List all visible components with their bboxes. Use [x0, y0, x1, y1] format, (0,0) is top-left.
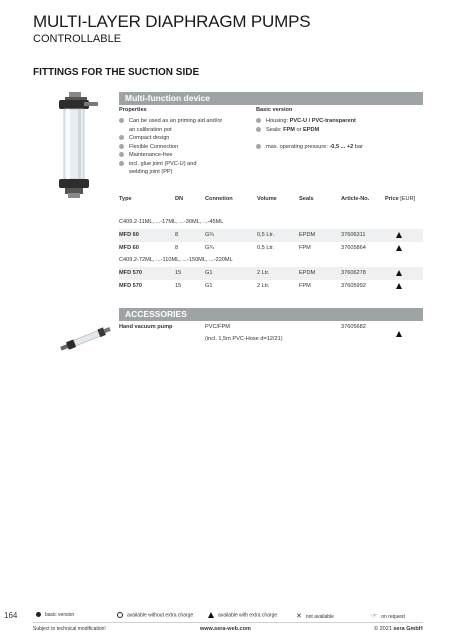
- group-label: C409.2-72ML, ...-110ML, ...-150ML, ...-220ML: [119, 257, 233, 263]
- bullet-icon: [119, 144, 124, 149]
- col-type: Type: [119, 196, 132, 202]
- table-row: MFD 570 15 G1 2 Ltr. FPM 37605992: [119, 280, 423, 293]
- accessory-article: 37605682: [341, 324, 366, 330]
- bullet-icon: [256, 118, 261, 123]
- property-item: Flexible Connection: [119, 143, 254, 152]
- table-row: MFD 570 15 G1 2 Ltr. EPDM 37606278: [119, 267, 423, 280]
- legend-basic-version: basic version: [36, 612, 74, 618]
- triangle-icon: [396, 331, 402, 337]
- properties-list: [119, 117, 254, 177]
- basic-version-heading: Basic version: [256, 107, 293, 113]
- multifunction-device-header: Multi-function device: [119, 92, 423, 105]
- col-seals: Seals: [299, 196, 314, 202]
- accessory-note: (incl. 1,5m PVC-Hose d=12/21): [205, 336, 283, 342]
- triangle-icon: [396, 283, 402, 289]
- copyright: © 2021 sera GmbH: [374, 626, 423, 632]
- hand-pointer-icon: ☞: [371, 613, 378, 620]
- table-row: MFD 60 8 G¾ 0,5 Ltr. FPM 37605864: [119, 242, 423, 255]
- legend-not-available: ✕ not available: [296, 613, 334, 620]
- multifunction-device-image: [54, 92, 104, 202]
- accessories-header: ACCESSORIES: [119, 308, 423, 321]
- page-title: MULTI-LAYER DIAPHRAGM PUMPS: [33, 12, 311, 31]
- triangle-icon: [396, 245, 402, 251]
- bullet-icon: [119, 135, 124, 140]
- table-header: [119, 193, 423, 206]
- triangle-icon: [208, 612, 214, 618]
- col-article: Article-No.: [341, 196, 370, 202]
- property-item: Can be used as an priming aid and/or: [119, 117, 254, 126]
- col-dn: DN: [175, 196, 184, 202]
- table-row: MFD 60 8 G¾ 0,5 Ltr. EPDM 37606311: [119, 229, 423, 242]
- property-item: an calibration pot: [129, 126, 172, 133]
- section-title: FITTINGS FOR THE SUCTION SIDE: [33, 67, 200, 78]
- website-link[interactable]: www.sera-web.com: [200, 626, 251, 632]
- accessory-name: Hand vacuum pump: [119, 324, 173, 330]
- col-connection: Connetion: [205, 196, 233, 202]
- page-subtitle: CONTROLLABLE: [33, 33, 122, 45]
- cross-icon: ✕: [296, 613, 302, 620]
- seals-spec: Seals: FPM or EPDM: [256, 126, 319, 135]
- half-circle-icon: [117, 612, 123, 618]
- legend-extra-charge: available with extra charge: [208, 612, 277, 618]
- pressure-spec: max. operating pressure: -0,5 ... +2 bar: [256, 143, 363, 152]
- bullet-icon: [256, 144, 261, 149]
- triangle-icon: [396, 232, 402, 238]
- property-item: incl. glue joint (PVC-U) and: [119, 160, 254, 169]
- legend-no-charge: available without extra charge: [117, 612, 193, 618]
- bullet-icon: [256, 127, 261, 132]
- col-price: Price [EUR]: [385, 196, 416, 202]
- col-volume: Volume: [257, 196, 277, 202]
- property-item: welding joint (PP): [129, 169, 173, 175]
- triangle-icon: [396, 270, 402, 276]
- property-item: Maintenance-free: [119, 151, 254, 160]
- bullet-icon: [119, 152, 124, 157]
- accessory-material: PVC/FPM: [205, 324, 230, 330]
- bullet-icon: [119, 161, 124, 166]
- legend-on-request: ☞ on request: [371, 613, 405, 620]
- footer-divider: [33, 622, 423, 623]
- property-item: Compact design: [119, 134, 254, 143]
- properties-heading: Properties: [119, 107, 147, 113]
- housing-spec: Housing: PVC-U / PVC-transparent: [256, 117, 356, 126]
- bullet-icon: [119, 118, 124, 123]
- hand-vacuum-pump-image: [55, 322, 115, 356]
- accessory-price: [396, 324, 402, 342]
- page-number: 164: [4, 611, 18, 620]
- disclaimer: Subject to technical modification!: [33, 626, 106, 632]
- filled-circle-icon: [36, 612, 41, 617]
- group-label: C409.2-11ML, ...-17ML, ...-30ML, ...-45ML: [119, 219, 224, 225]
